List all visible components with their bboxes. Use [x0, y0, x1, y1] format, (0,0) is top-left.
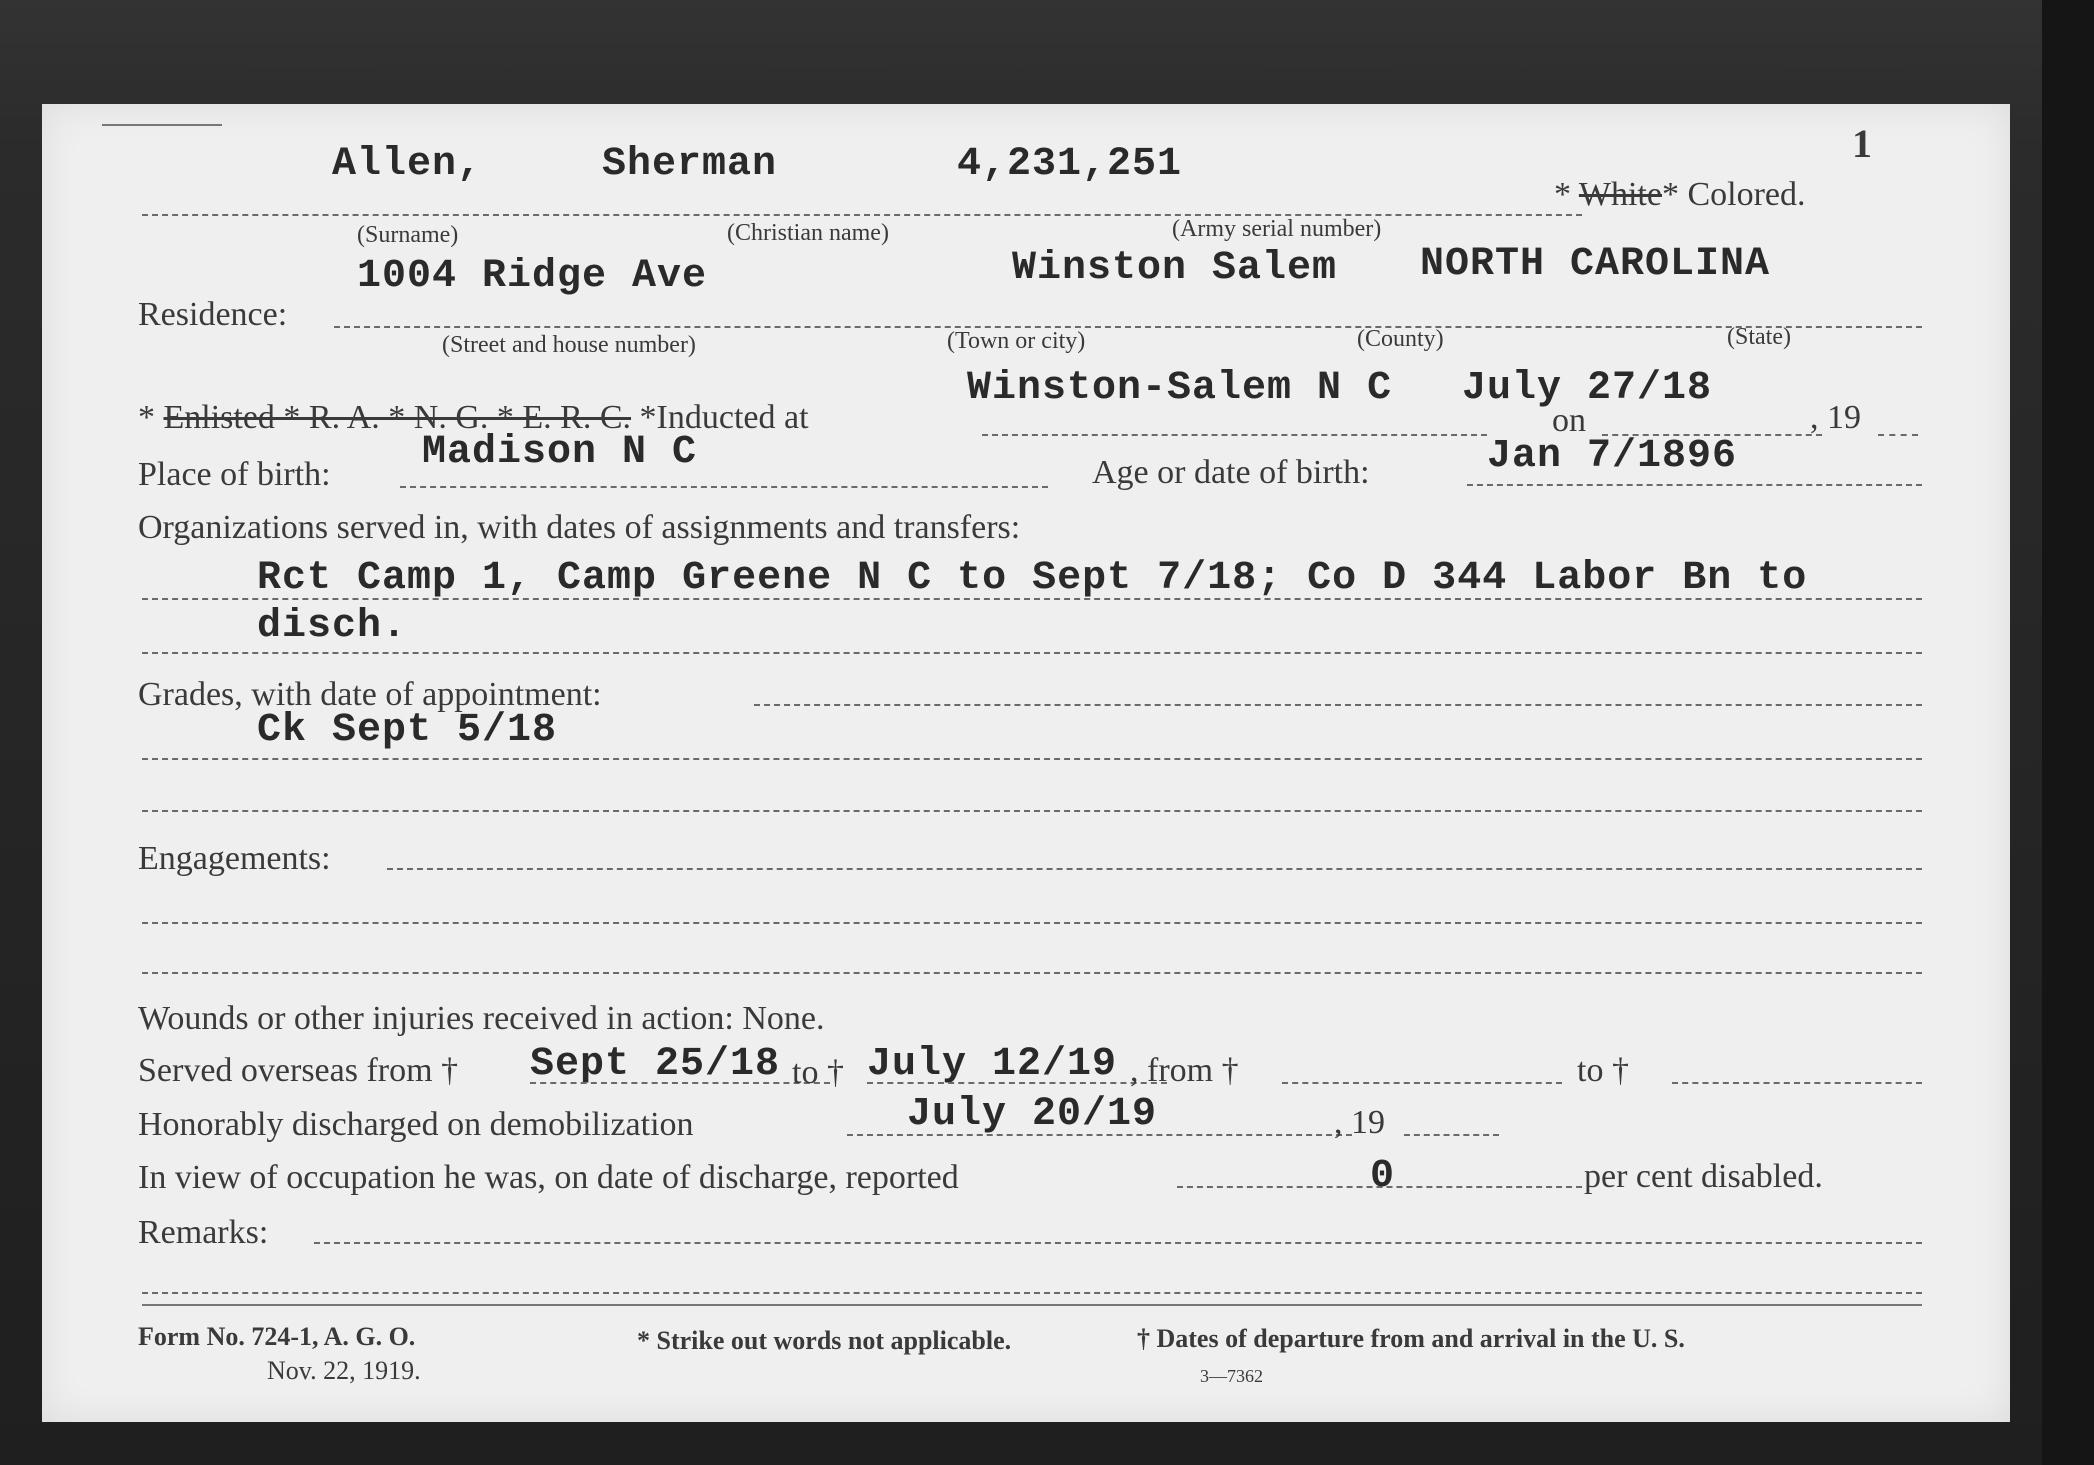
grades-label: Grades, with date of appointment:	[138, 676, 602, 713]
serial-number-value: 4,231,251	[957, 142, 1183, 187]
birth-place-value: Madison N C	[422, 430, 698, 475]
birth-date-value: Jan 7/1896	[1487, 434, 1738, 479]
engagements-label: Engagements:	[138, 840, 331, 877]
overseas-to2-label: to	[1577, 1052, 1604, 1089]
state-label: (State)	[1727, 324, 1791, 350]
overseas-to-field: to †	[792, 1054, 844, 1091]
form-date: Nov. 22, 1919.	[267, 1356, 421, 1385]
overseas-from2-line	[1282, 1082, 1562, 1084]
induction-date-value: July 27/18	[1462, 366, 1713, 411]
overseas-to-line	[867, 1082, 1167, 1084]
discharge-year-prefix: , 19	[1334, 1104, 1385, 1141]
residence-label: Residence:	[138, 296, 288, 333]
engagements-line2	[142, 922, 1922, 924]
christian-name-value: Sherman	[602, 142, 778, 187]
remarks-line2	[142, 1292, 1922, 1294]
overseas-from-value: Sept 25/18	[530, 1042, 781, 1087]
footer-rule	[142, 1304, 1922, 1306]
overseas-to2-field: to †	[1577, 1052, 1629, 1089]
overseas-from2-label: , from	[1130, 1052, 1214, 1089]
surname-value: Allen,	[332, 142, 483, 187]
overseas-to2-line	[1672, 1082, 1922, 1084]
discharge-year-line	[1404, 1134, 1499, 1136]
wounds-label: Wounds or other injuries received in action: None.	[138, 1000, 825, 1037]
surname-label: (Surname)	[357, 222, 459, 248]
county-label: (County)	[1357, 326, 1444, 352]
inducted-at-label: *Inducted at	[639, 399, 809, 436]
form-number: Form No. 724-1, A. G. O.	[138, 1322, 416, 1351]
overseas-field: Served overseas from †	[138, 1052, 459, 1089]
disability-suffix: per cent disabled.	[1584, 1158, 1823, 1195]
discharge-label: Honorably discharged on demobilization	[138, 1106, 694, 1143]
organizations-line2-value: disch.	[257, 604, 408, 649]
christian-name-label: (Christian name)	[727, 220, 889, 246]
grades-line2	[142, 758, 1922, 760]
top-rule	[102, 124, 222, 126]
disability-value: 0	[1370, 1154, 1396, 1199]
street-label: (Street and house number)	[442, 332, 696, 358]
footnote-strike-out: * Strike out words not applicable.	[637, 1326, 1012, 1355]
engagements-line1	[387, 868, 1922, 870]
birth-place-line	[400, 486, 1048, 488]
overseas-from-line	[530, 1082, 830, 1084]
disability-label: In view of occupation he was, on date of discharge, reported	[138, 1159, 959, 1196]
state-value: NORTH CAROLINA	[1420, 242, 1771, 287]
footnote-dates: † Dates of departure from and arrival in the U. S.	[1137, 1324, 1685, 1353]
birth-date-line	[1467, 484, 1922, 486]
race-selected: Colored.	[1687, 176, 1806, 213]
engagements-line3	[142, 972, 1922, 974]
town-label: (Town or city)	[947, 328, 1086, 354]
induction-year-line	[1878, 434, 1918, 436]
service-record-card	[42, 104, 2010, 1422]
scan-edge	[2042, 0, 2094, 1465]
race-field: * White* Colored.	[1554, 176, 1806, 213]
induction-year-prefix: , 19	[1810, 399, 1861, 436]
on-label: on	[1552, 402, 1586, 439]
grades-value: Ck Sept 5/18	[257, 708, 558, 753]
induction-place-value: Winston-Salem N C	[967, 366, 1393, 411]
remarks-label: Remarks:	[138, 1214, 269, 1251]
birth-date-label: Age or date of birth:	[1092, 454, 1370, 491]
race-struck: White	[1578, 176, 1662, 213]
residence-line	[334, 326, 1922, 328]
organizations-line2	[142, 652, 1922, 654]
enlistment-struck-options: Enlisted * R. A. * N. G. * E. R. C.	[163, 399, 632, 436]
overseas-from2-field: , from †	[1130, 1052, 1239, 1089]
enlistment-type-field: * Enlisted * R. A. * N. G. * E. R. C. *Inducted at	[138, 399, 809, 436]
discharge-date-value: July 20/19	[907, 1092, 1158, 1137]
remarks-line1	[314, 1242, 1922, 1244]
overseas-to-label: to	[792, 1054, 819, 1091]
organizations-line1-value: Rct Camp 1, Camp Greene N C to Sept 7/18; Co D 344 Labor Bn to	[257, 556, 1808, 601]
overseas-to-value: July 12/19	[867, 1042, 1118, 1087]
town-value: Winston Salem	[1012, 246, 1338, 291]
organizations-line1	[142, 598, 1922, 600]
overseas-from-label: Served overseas from	[138, 1052, 433, 1089]
serial-number-label: (Army serial number)	[1172, 216, 1382, 242]
grades-line3	[142, 810, 1922, 812]
discharge-date-line	[847, 1134, 1352, 1136]
street-value: 1004 Ridge Ave	[357, 254, 708, 299]
card-number: 1	[1852, 121, 1872, 166]
grades-line1	[754, 704, 1922, 706]
print-code: 3—7362	[1200, 1366, 1263, 1386]
induction-place-line	[982, 434, 1487, 436]
birth-place-label: Place of birth:	[138, 456, 331, 493]
organizations-label: Organizations served in, with dates of assignments and transfers:	[138, 509, 1021, 546]
